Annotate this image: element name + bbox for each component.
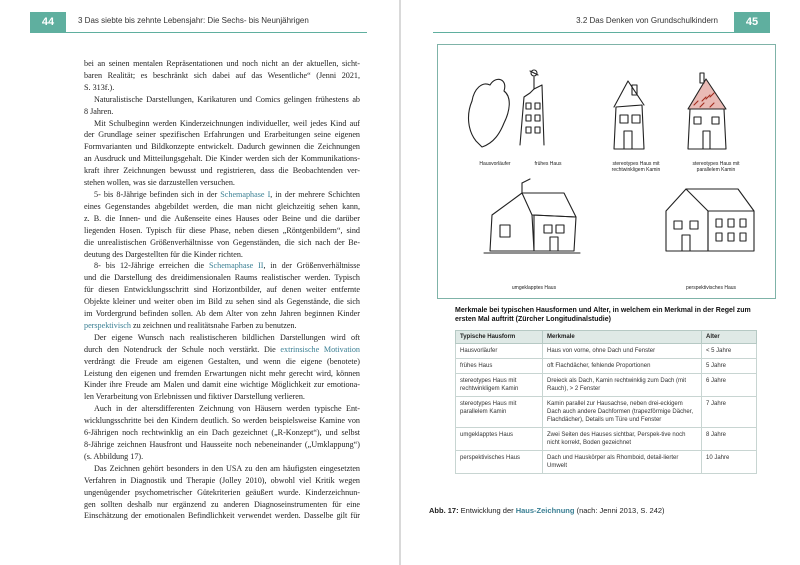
highlight-term: Schemaphase II <box>209 261 264 271</box>
page-number-left: 44 <box>30 12 66 32</box>
body-line: liegenden Hosen. Typisch für diese Phase, neben diesen „Röntgenbildern“, sind <box>84 225 360 235</box>
body-line: verdrängt die Freude am eigenen Gestalten, und wenn die eigene (benotete) <box>84 356 360 366</box>
body-line: len Verarbeitung von Erlebnissen und fiktiver Darstellung verlieren. <box>84 392 305 402</box>
body-line: der Grundlage seiner spezifischen Erfahrungen und Erarbeitungen seine eigenen <box>84 130 360 140</box>
body-line: 8 Jahren. <box>84 106 114 116</box>
table-cell: frühes Haus <box>456 359 543 374</box>
table-cell: Dreieck als Dach, Kamin rechtwinklig zum Dach (mit Rauch), > 2 Fenster <box>543 374 702 397</box>
table-cell: 6 Jahre <box>702 374 757 397</box>
body-line: ungenügender psychometrischer Gütekriterien geäußert wurde. Kinderzeichnun- <box>84 487 360 497</box>
table-cell: umgeklapptes Haus <box>456 428 543 451</box>
table-row <box>456 359 757 374</box>
body-line: Leistung den eigenen und fremden Erwartungen nicht mehr gerecht wird, können <box>84 368 360 378</box>
running-head-left: 3 Das siebte bis zehnte Lebensjahr: Die Sechs- bis Neunjährigen <box>78 16 309 25</box>
table-cell: Dach und Hauskörper als Rhomboid, detail-lierter Umwelt <box>543 451 702 474</box>
body-line: im Vordergrund befinden sollen. Ab dem Alter von zehn Jahren beginnen Kinder <box>84 309 360 319</box>
body-line: stehen wollen, was sie darzustellen versuchen. <box>84 178 235 188</box>
feature-table <box>455 330 757 474</box>
table-cell: stereotypes Haus mit parallelem Kamin <box>456 397 543 428</box>
body-line: 8- bis 12-Jährige erreichen die Schemaphase II, in der Größenverhältnisse <box>94 261 360 271</box>
running-head-right: 3.2 Das Denken von Grundschulkindern <box>576 16 718 25</box>
table-cell: 10 Jahre <box>702 451 757 474</box>
body-line: Auch in der altersdifferenten Zeichnung von Häusern werden typische Ent- <box>94 404 360 414</box>
caption-stereotyp-kamin: stereotypes Haus mit rechtwinkligem Kamin <box>611 161 661 173</box>
body-line: perspektivisch zu zeichnen und realitätsnahe Farben zu benutzen. <box>84 320 297 330</box>
header-rule-left <box>30 32 367 33</box>
body-line: Der eigene Wunsch nach realistischeren bildlichen Darstellungen wird oft <box>94 332 360 342</box>
table-cell: 5 Jahre <box>702 359 757 374</box>
table-cell: Hausvorläufer <box>456 344 543 359</box>
body-line: deutung des Dargestellten für die Kinder richten. <box>84 249 243 259</box>
table-row <box>456 428 757 451</box>
table-cell: Haus von vorne, ohne Dach und Fenster <box>543 344 702 359</box>
caption-hausvorlaeufer: Hausvorläufer <box>479 161 511 167</box>
drawing-stereotyp-parallel <box>688 73 726 149</box>
table-cell: Zwei Seiten des Hauses sichtbar, Perspek-tive noch nicht korrekt, Boden gezeichnet <box>543 428 702 451</box>
body-line: wicklungsschritte bei den Kindern deutlich. So werden beispielsweise Kamine von <box>84 416 360 426</box>
body-line: Kinder ihre Freude am Malen und damit eine wichtige Möglichkeit zur emotiona- <box>84 380 360 390</box>
caption-perspektivisch: perspektivisches Haus <box>685 285 737 291</box>
body-line: z. B. die Innen- und die Außenseite eines Hauses oder Beine und die darüber <box>84 213 360 223</box>
body-line: 8-Jährige zeichnen Hausfront und Hausseite noch nebeneinander („Umklappung“) <box>84 440 360 449</box>
body-line: (s. Abbildung 17). <box>84 451 144 461</box>
table-cell: 8 Jahre <box>702 428 757 451</box>
header-rule-right <box>433 32 770 33</box>
table-cell: perspektivisches Haus <box>456 451 543 474</box>
body-line: kraft ihrer Zeichnungen bewusst und registrieren, dass die Beobachtenden ver- <box>84 166 360 176</box>
body-line: und die Darstellung des dreidimensionalen Raums realistischer werden. Typisch <box>84 273 360 283</box>
table-row <box>456 451 757 474</box>
figure-caption: Abb. 17: Entwicklung der Haus-Zeichnung (nach: Jenni 2013, S. 242) <box>429 506 665 515</box>
table-row <box>456 344 757 359</box>
table-cell: 7 Jahre <box>702 397 757 428</box>
highlight-term: extrinsische Motivation <box>280 344 360 354</box>
table-cell: Kamin parallel zur Hausachse, neben drei-eckigem Dach auch andere Dachformen (trapezförmige Dächer, Flachdächer), Details um Türe und Fenster <box>543 397 702 428</box>
drawing-umgeklappt <box>484 179 580 253</box>
highlight-term: Schemaphase I <box>220 189 271 199</box>
body-line: bei an seinen mentalen Repräsentationen und noch nicht an der aktuellen, sicht- <box>84 59 360 68</box>
table-row <box>456 374 757 397</box>
body-line: für diesen Entwicklungsschritt sind Horizontbilder, auf denen weiter entfernte <box>84 285 360 295</box>
body-line: 6-Jährigen noch rechtwinklig an ein Dach gezeichnet („R-Konzept“), und selbst <box>84 428 360 438</box>
table-cell: < 5 Jahre <box>702 344 757 359</box>
body-line: Das Zeichnen gehört besonders in den USA zu den am häufigsten eingesetzten <box>94 463 360 473</box>
body-line: Naturalistische Darstellungen, Karikaturen und Comics gelingen frühestens ab <box>94 94 360 104</box>
drawing-stereotyp-kamin <box>614 81 644 149</box>
body-line: Einschätzung der emotionalen Befindlichkeit verwendet werden. Dasselbe gilt für <box>84 511 360 521</box>
figure-frame <box>437 44 776 299</box>
body-text <box>84 58 360 522</box>
table-row <box>456 397 757 428</box>
table-cell: oft Flachdächer, fehlende Proportionen <box>543 359 702 374</box>
table-cell: stereotypes Haus mit rechtwinkligem Kamin <box>456 374 543 397</box>
feature-table-block <box>455 306 765 474</box>
caption-fruehes-haus: frühes Haus <box>534 161 562 167</box>
body-line: 5- bis 8-Jährige befinden sich in der Schemaphase I, in der mehrere Schichten <box>94 189 360 199</box>
table-body <box>456 344 757 474</box>
body-line: Verfahren in Diagnostik und Therapie (Jolley 2010), obwohl viel Kritik wegen <box>84 475 360 485</box>
right-page <box>401 0 800 565</box>
drawing-perspektivisch <box>666 189 754 251</box>
drawing-fruehes-haus <box>520 70 544 145</box>
body-line: an Ausdruck und Mitteilungsgehalt. Die Kinder werden sich der Kommunikations- <box>84 154 360 164</box>
body-line: durch den Notendruck der Schule noch verstärkt. Die extrinsische Motivation <box>84 344 360 354</box>
body-line: baren Realität; es beschränkt sich dabei auf das Wesentliche“ (Jenni 2021, <box>84 70 360 80</box>
body-line: Formvarianten und Bildkonzepte entwickelt. Dadurch gewinnen die Zeichnungen <box>84 142 360 152</box>
body-line: die unrealistischen Größenverhältnisse von Gegenständen, die sich nach der Be- <box>84 237 360 247</box>
caption-umgeklappt: umgeklapptes Haus <box>511 285 557 291</box>
drawing-hausvorlaeufer <box>469 79 510 147</box>
body-line: gen sollten deshalb nur ergänzend zu anderen Diagnoseinstrumenten für eine <box>84 499 360 509</box>
body-line: Mit Schulbeginn werden Kinderzeichnungen individueller, weil jedes Kind auf <box>94 118 360 128</box>
left-page <box>0 0 399 565</box>
col-header-hausform: Typische Hausform <box>456 331 543 344</box>
col-header-alter: Alter <box>702 331 757 344</box>
body-line: eines Gegenstandes abgebildet werden, die man nicht gleichzeitig sehen kann, <box>84 201 360 211</box>
page-number-right: 45 <box>734 12 770 32</box>
table-title: Merkmale bei typischen Hausformen und Alter, in welchem ein Merkmal in der Regel zum ersten Mal auftritt (Zürcher Longitudinalstudie) <box>455 307 751 323</box>
highlight-term: perspektivisch <box>84 320 131 330</box>
table-header-row <box>456 331 757 344</box>
body-line: S. 313f.). <box>84 82 115 92</box>
col-header-merkmale: Merkmale <box>543 331 702 344</box>
caption-stereotyp-parallel: stereotypes Haus mit parallelem Kamin <box>692 161 740 173</box>
body-line: Objekte kleiner und weiter oben im Bild zu sehen sind als Gegenstände, die sich <box>84 297 360 307</box>
